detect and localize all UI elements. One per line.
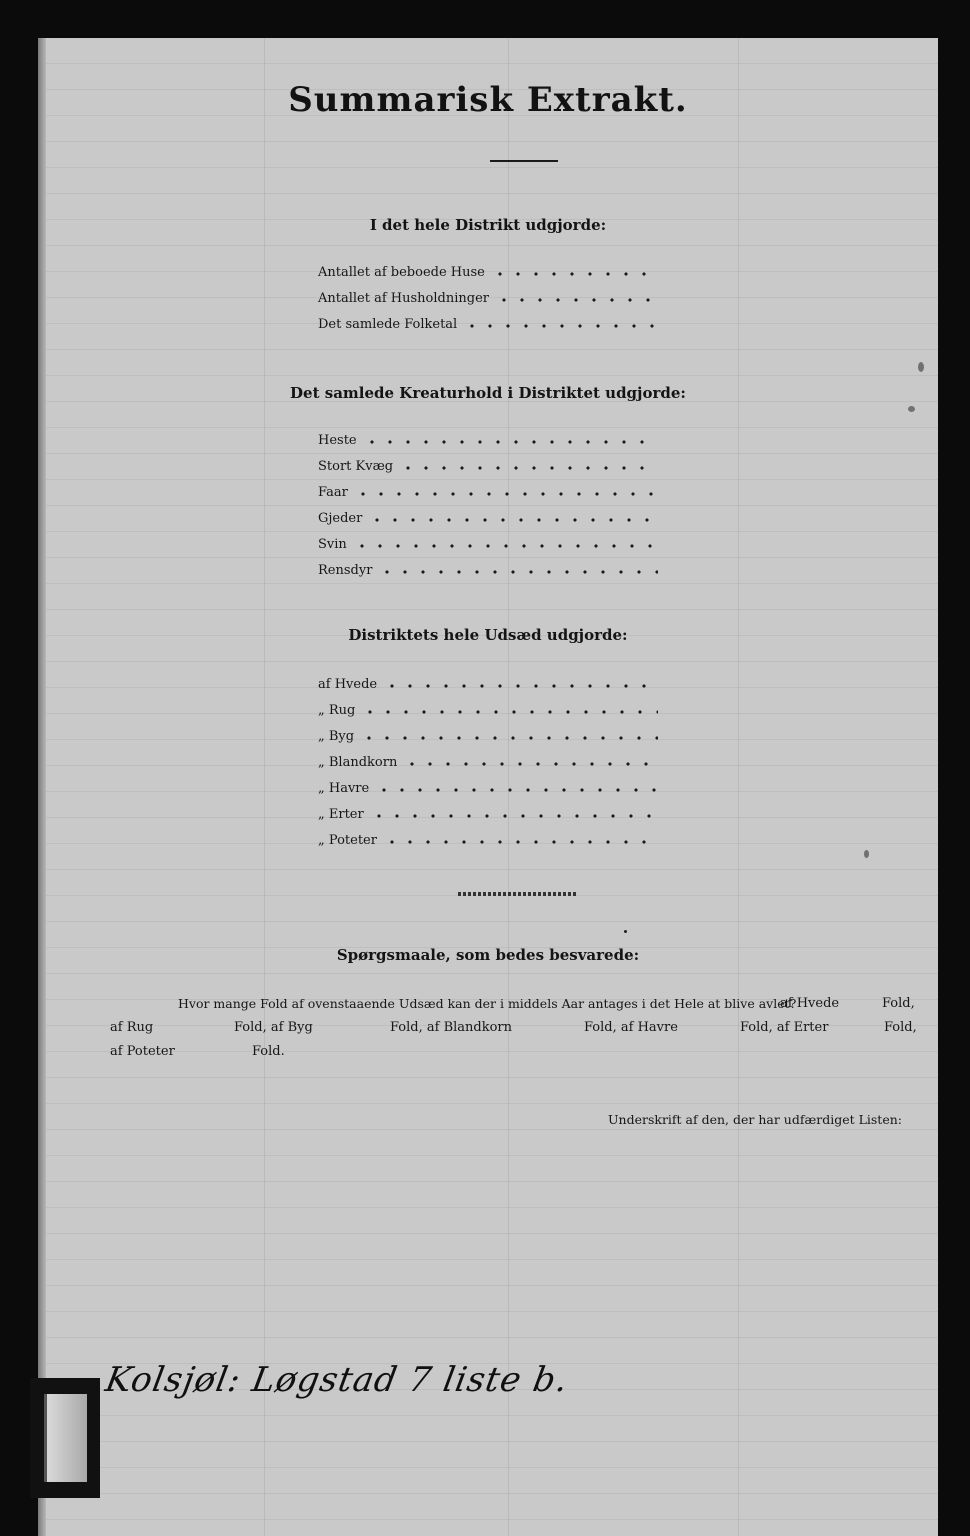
fold-label-erter: Fold, af Erter [740,1020,829,1035]
row-label: Faar [318,485,348,500]
list-item [318,310,658,332]
dot-leader [354,488,658,500]
fold-label-byg: Fold, af Byg [234,1020,313,1035]
separator-rule [458,892,576,896]
list-item [318,258,658,280]
page-title: Summarisk Extrakt. [288,80,688,120]
title-underline [490,160,558,162]
fold-label-havre: Fold, af Havre [584,1020,678,1035]
list-item [318,826,658,848]
fold-label-poteter: af Poteter [110,1044,175,1059]
dot-leader [495,294,658,306]
row-label: „ Blandkorn [318,755,398,770]
row-label: Gjeder [318,511,363,526]
ink-smudge [908,406,915,412]
section1-heading: I det hele Distrikt udgjorde: [369,216,607,234]
list-item [318,670,658,692]
row-label: „ Byg [318,729,355,744]
questions-heading: Spørgsmaale, som bedes besvarede: [336,946,640,964]
list-item [318,478,658,500]
signature-label: Underskrift af den, der har udfærdiget Listen: [608,1112,902,1127]
list-item [318,722,658,744]
ink-dot [624,930,627,933]
row-label: Det samlede Folketal [318,317,458,332]
row-label: „ Havre [318,781,370,796]
dot-leader [399,462,658,474]
fold-label: Fold, [882,996,915,1011]
fold-label-hvede: af Hvede [780,996,840,1011]
row-label: Rensdyr [318,563,373,578]
list-item [318,556,658,578]
list-item [318,696,658,718]
list-item [318,452,658,474]
row-label: Stort Kvæg [318,459,394,474]
dot-leader [378,566,658,578]
row-label: Antallet af Husholdninger [318,291,489,306]
row-label: af Hvede [318,677,378,692]
ghost-column-line [264,38,265,1536]
question-text: Hvor mange Fold af ovenstaaende Udsæd kan der i middels Aar antages i det Hele at blive avlet? [178,996,797,1011]
dot-leader [375,784,658,796]
row-label: Antallet af beboede Huse [318,265,485,280]
dot-leader [383,836,658,848]
list-item [318,748,658,770]
section2-heading: Det samlede Kreaturhold i Distriktet udgjorde: [290,384,686,402]
archive-stamp [30,1378,100,1498]
ink-smudge [918,362,924,372]
fold-label-rug: af Rug [110,1020,154,1035]
list-item [318,426,658,448]
fold-label: Fold. [252,1044,285,1059]
ghost-column-line [738,38,739,1536]
row-label: „ Erter [318,807,364,822]
fold-label-blandkorn: Fold, af Blandkorn [390,1020,513,1035]
handwritten-note: Kolsjøl: Løgstad 7 liste b. [102,1360,572,1400]
row-label: Svin [318,537,347,552]
dot-leader [463,320,658,332]
row-label: Heste [318,433,357,448]
dot-leader [363,436,658,448]
list-item [318,530,658,552]
ink-smudge [864,850,869,858]
row-label: „ Poteter [318,833,377,848]
list-item [318,774,658,796]
list-item [318,800,658,822]
document-page [38,38,938,1536]
row-label: „ Rug [318,703,356,718]
dot-leader [361,706,658,718]
dot-leader [403,758,658,770]
list-item [318,284,658,306]
dot-leader [491,268,658,280]
dot-leader [370,810,658,822]
dot-leader [368,514,658,526]
list-item [318,504,658,526]
dot-leader [353,540,658,552]
dot-leader [383,680,658,692]
fold-label: Fold, [884,1020,917,1035]
section3-heading: Distriktets hele Udsæd udgjorde: [348,626,628,644]
stamp-label [44,1394,87,1482]
dot-leader [360,732,658,744]
